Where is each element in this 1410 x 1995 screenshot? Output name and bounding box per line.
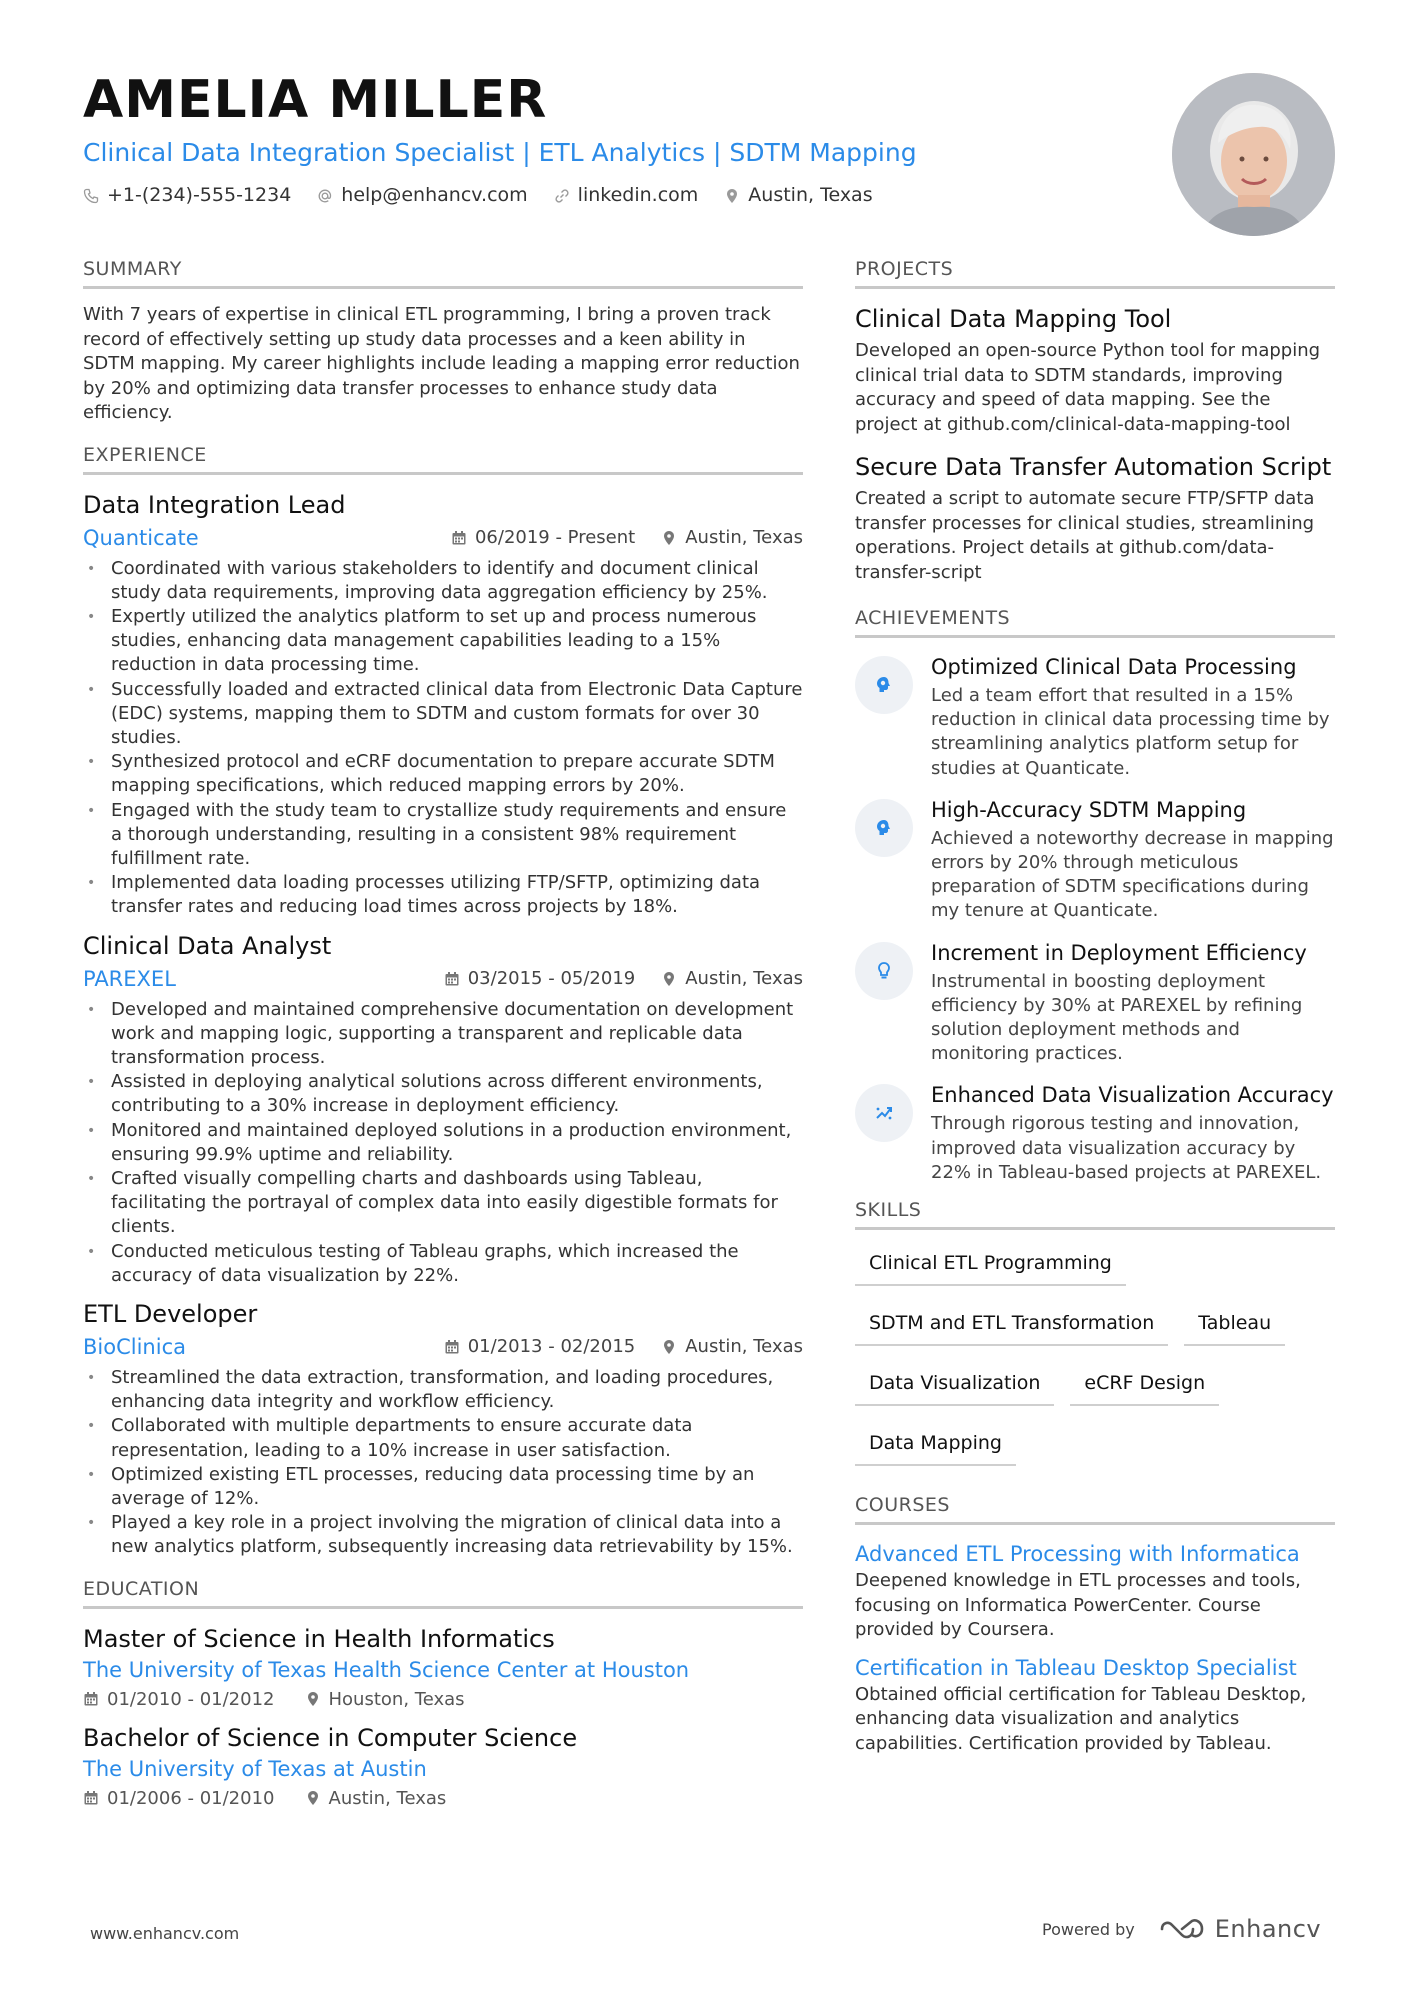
bullet-item: • Successfully loaded and extracted clinical data from Electronic Data Capture (EDC) systems, mapping them to SDTM and custom formats for over 30 studies. [83, 678, 803, 751]
right-column [855, 258, 1335, 1766]
skill-tag: Clinical ETL Programming [855, 1244, 1126, 1286]
achievement-title: Optimized Clinical Data Processing [931, 655, 1297, 679]
education-location-text: Houston, Texas [328, 1688, 465, 1710]
location-pin-icon [661, 971, 677, 987]
phone-icon [83, 187, 99, 203]
education-heading: EDUCATION [83, 1578, 803, 1609]
location-pin-icon [305, 1691, 321, 1707]
job-company[interactable]: PAREXEL [83, 966, 176, 991]
enhancv-logo-icon [1159, 1917, 1205, 1941]
job-dates [451, 527, 635, 548]
job-location [661, 1336, 803, 1357]
location-pin-icon [661, 530, 677, 546]
achievement-title: High-Accuracy SDTM Mapping [931, 797, 1247, 822]
course-description: Deepened knowledge in ETL processes and tools, focusing on Informatica PowerCenter. Course provided by Coursera. [855, 1570, 1301, 1641]
job-meta [83, 964, 803, 994]
job-location-text: Austin, Texas [685, 968, 803, 990]
achievement-title: Increment in Deployment Efficiency [931, 940, 1307, 965]
link-icon [554, 187, 570, 203]
education-location [305, 1689, 465, 1710]
achievement-entry [855, 795, 1335, 924]
education-meta [83, 1689, 803, 1710]
job-bullets [83, 1366, 803, 1560]
job-meta-right [444, 968, 803, 989]
job-location [661, 527, 803, 548]
education-dates [83, 1689, 275, 1710]
achievement-body [931, 938, 1335, 1067]
achievement-description: Through rigorous testing and innovation, improved data visualization accuracy by 22% in Tableau-based projects at PAREXEL. [931, 1113, 1322, 1183]
footer-powered [1042, 1915, 1321, 1943]
bullet-item: • Engaged with the study team to crystallize study requirements and ensure a thorough understanding, resulting in a consistent 98% requirement fulfillment rate. [83, 799, 803, 872]
courses-heading: COURSES [855, 1494, 1335, 1525]
location-pin-icon [724, 187, 740, 203]
job-location-text: Austin, Texas [685, 527, 803, 548]
job-meta-right [444, 1336, 803, 1357]
calendar-icon [444, 971, 460, 987]
resume-header [83, 68, 1163, 206]
achievement-description: Achieved a noteworthy decrease in mapping errors by 20% through meticulous preparation of SDTM specifications during my tenure at Quanticate. [931, 827, 1334, 922]
skill-tag: SDTM and ETL Transformation [855, 1304, 1168, 1346]
job-meta [83, 1332, 803, 1362]
calendar-icon [444, 1339, 460, 1355]
job-dates-text: 01/2013 - 02/2015 [467, 1336, 636, 1358]
left-column [83, 258, 803, 1821]
achievement-entry [855, 1080, 1335, 1185]
candidate-name: AMELIA MILLER [83, 70, 548, 130]
job-dates-text: 06/2019 - Present [474, 527, 636, 548]
contact-phone-text: +1-(234)-555-1234 [107, 184, 292, 206]
project-title: Secure Data Transfer Automation Script [855, 453, 1332, 481]
degree-title: Master of Science in Health Informatics [83, 1624, 555, 1653]
bullet-item: • Streamlined the data extraction, transformation, and loading procedures, enhancing data integrity and workflow efficiency. [83, 1366, 803, 1414]
bullet-item: • Synthesized protocol and eCRF documentation to prepare accurate SDTM mapping specifications, which reduced mapping errors by 20%. [83, 750, 803, 798]
calendar-icon [83, 1691, 99, 1707]
education-section [83, 1578, 803, 1809]
job-title: Clinical Data Analyst [83, 931, 332, 960]
job-meta-right [451, 527, 803, 548]
job-company[interactable]: BioClinica [83, 1334, 186, 1359]
school-name[interactable]: The University of Texas Health Science Center at Houston [83, 1657, 690, 1682]
project-description: Developed an open-source Python tool for mapping clinical trial data to SDTM standards, improving accuracy and speed of data mapping. See the project at github.com/clinical-data-mapping-tool [855, 340, 1321, 435]
bullet-item: • Conducted meticulous testing of Tableau graphs, which increased the accuracy of data visualization by 22%. [83, 1240, 803, 1288]
job-entry [83, 1298, 803, 1560]
bullet-item: • Crafted visually compelling charts and dashboards using Tableau, facilitating the portrayal of complex data into easily digestible formats for clients. [83, 1167, 803, 1240]
job-entry [83, 930, 803, 1288]
achievement-description: Led a team effort that resulted in a 15% reduction in clinical data processing time by streamlining analytics platform setup for studies at Quanticate. [931, 685, 1330, 779]
projects-section [855, 258, 1335, 585]
skill-tag: Tableau [1184, 1304, 1285, 1346]
school-name[interactable]: The University of Texas at Austin [83, 1756, 427, 1781]
course-description: Obtained official certification for Tableau Desktop, enhancing data visualization and analytics capabilities. Certification provided by Tableau. [855, 1683, 1307, 1754]
job-dates-text: 03/2015 - 05/2019 [467, 968, 636, 990]
job-dates [444, 968, 636, 989]
course-entry [855, 1653, 1335, 1757]
job-entry [83, 489, 803, 920]
education-location-text: Austin, Texas [328, 1787, 447, 1809]
contact-phone[interactable] [83, 184, 291, 206]
contact-linkedin-text: linkedin.com [577, 184, 699, 206]
enhancv-logo[interactable] [1159, 1915, 1321, 1943]
education-location [305, 1788, 447, 1809]
bullet-item: • Expertly utilized the analytics platform to set up and process numerous studies, enhancing data management capabilities leading to a 15% reduction in data processing time. [83, 605, 803, 678]
contact-location-text: Austin, Texas [748, 184, 873, 206]
job-location-text: Austin, Texas [685, 1336, 803, 1358]
brain-icon [855, 799, 913, 857]
skill-tag: Data Mapping [855, 1424, 1016, 1466]
contact-linkedin[interactable] [554, 184, 699, 206]
project-title: Clinical Data Mapping Tool [855, 305, 1172, 333]
lightbulb-icon [855, 942, 913, 1000]
bullet-item: • Played a key role in a project involving the migration of clinical data into a new analytics platform, subsequently increasing data retrievability by 15%. [83, 1511, 803, 1559]
achievement-title: Enhanced Data Visualization Accuracy [931, 1083, 1334, 1108]
education-entry [83, 1623, 803, 1710]
achievements-heading: ACHIEVEMENTS [855, 607, 1335, 638]
job-location [661, 968, 803, 989]
courses-section [855, 1494, 1335, 1756]
experience-heading: EXPERIENCE [83, 444, 803, 475]
contact-location [724, 184, 872, 206]
footer-website[interactable]: www.enhancv.com [90, 1924, 240, 1943]
enhancv-logo-text: Enhancv [1214, 1915, 1322, 1943]
location-pin-icon [305, 1790, 321, 1806]
job-bullets [83, 998, 803, 1288]
powered-by-label: Powered by [1042, 1919, 1135, 1939]
calendar-icon [451, 530, 467, 546]
bullet-item: • Implemented data loading processes utilizing FTP/SFTP, optimizing data transfer rates and reducing load times across projects by 18%. [83, 871, 803, 919]
contact-email-text: help@enhancv.com [341, 184, 528, 206]
bullet-item: • Developed and maintained comprehensive documentation on development work and mapping logic, supporting a transparent and replicable data transformation process. [83, 998, 803, 1071]
bullet-item: • Optimized existing ETL processes, reducing data processing time by an average of 12%. [83, 1463, 803, 1511]
job-title: ETL Developer [83, 1299, 258, 1328]
at-icon [317, 187, 333, 203]
skill-tag: eCRF Design [1070, 1364, 1219, 1406]
job-meta [83, 523, 803, 553]
calendar-icon [83, 1790, 99, 1806]
project-description: Created a script to automate secure FTP/SFTP data transfer processes for clinical studies, streamlining operations. Project details at github.com/data-transfer-script [855, 488, 1315, 583]
education-dates-text: 01/2010 - 01/2012 [107, 1688, 275, 1710]
bullet-item: • Collaborated with multiple departments to ensure accurate data representation, leading to a 10% increase in user satisfaction. [83, 1414, 803, 1462]
bullet-item: • Monitored and maintained deployed solutions in a production environment, ensuring 99.9% uptime and reliability. [83, 1119, 803, 1167]
education-entry [83, 1722, 803, 1809]
skills-section [855, 1199, 1335, 1466]
course-entry [855, 1539, 1335, 1643]
achievement-body [931, 1080, 1335, 1185]
chart-icon [855, 1084, 913, 1142]
education-dates-text: 01/2006 - 01/2010 [107, 1787, 275, 1809]
projects-heading: PROJECTS [855, 258, 1335, 289]
job-dates [444, 1336, 636, 1357]
achievements-section [855, 607, 1335, 1185]
summary-section [83, 258, 803, 426]
achievement-description: Instrumental in boosting deployment efficiency by 30% at PAREXEL by refining solution deployment methods and monitoring practices. [931, 970, 1303, 1065]
achievement-entry [855, 652, 1335, 781]
project-entry [855, 303, 1335, 437]
summary-text: With 7 years of expertise in clinical ETL programming, I bring a proven track record of effectively setting up study data processes and a keen ability in SDTM mapping. My career highlights include leading a mapping error reduction by 20% and optimizing data transfer processes to enhance study data efficiency. [83, 304, 800, 423]
brain-icon [855, 656, 913, 714]
location-pin-icon [661, 1339, 677, 1355]
course-title[interactable]: Certification in Tableau Desktop Specialist [855, 1655, 1297, 1680]
job-bullets [83, 557, 803, 920]
project-entry [855, 451, 1335, 585]
achievement-body [931, 652, 1335, 781]
contact-email[interactable] [317, 184, 527, 206]
job-company[interactable]: Quanticate [83, 525, 199, 550]
skills-heading: SKILLS [855, 1199, 1335, 1230]
skill-tag: Data Visualization [855, 1364, 1054, 1406]
education-dates [83, 1788, 275, 1809]
summary-heading: SUMMARY [83, 258, 803, 289]
profile-photo [1172, 73, 1335, 236]
skills-list [855, 1244, 1335, 1466]
education-meta [83, 1788, 803, 1809]
contact-row [83, 184, 1163, 206]
candidate-title: Clinical Data Integration Specialist | ETL Analytics | SDTM Mapping [83, 138, 917, 167]
course-title[interactable]: Advanced ETL Processing with Informatica [855, 1542, 1300, 1567]
bullet-item: • Assisted in deploying analytical solutions across different environments, contributing to a 30% increase in deployment efficiency. [83, 1070, 803, 1118]
experience-section [83, 444, 803, 1560]
achievement-entry [855, 938, 1335, 1067]
job-title: Data Integration Lead [83, 490, 346, 519]
degree-title: Bachelor of Science in Computer Science [83, 1723, 578, 1752]
bullet-item: • Coordinated with various stakeholders to identify and document clinical study data requirements, improving data aggregation efficiency by 25%. [83, 557, 803, 605]
achievement-body [931, 795, 1335, 924]
